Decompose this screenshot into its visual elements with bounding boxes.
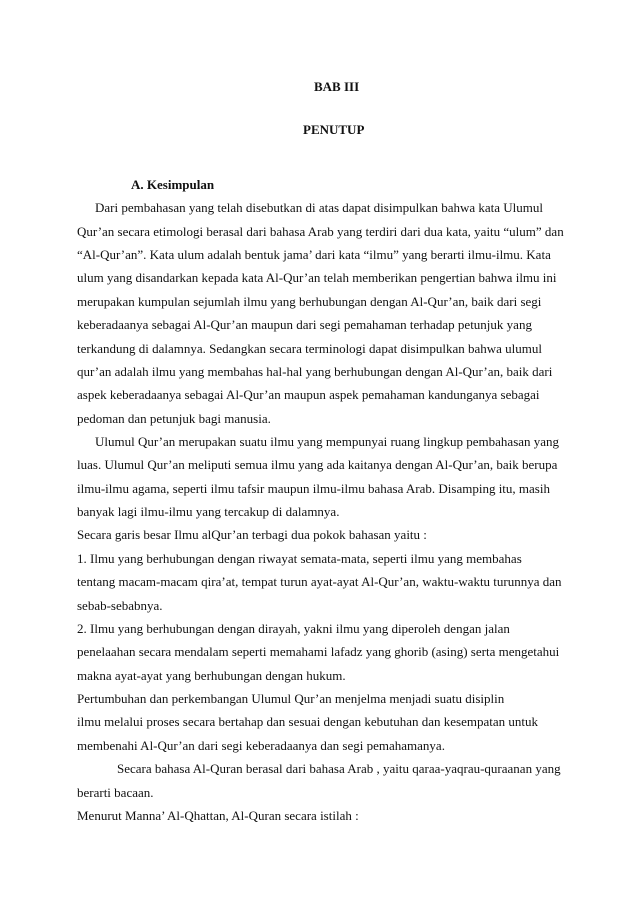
body-line: Pertumbuhan dan perkembangan Ulumul Qur’an menjelma menjadi suatu disiplin (77, 691, 505, 706)
body-line: makna ayat-ayat yang berhubungan dengan hukum. (77, 668, 346, 683)
body-line: qur’an adalah ilmu yang membahas hal-hal yang berhubungan dengan Al-Qur’an, baik dari (77, 364, 553, 379)
body-line: membenahi Al-Qur’an dari segi keberadaanya dan segi pemahamanya. (77, 738, 445, 753)
body-line: “Al-Qur’an”. Kata ulum adalah bentuk jama’ dari kata “ilmu” yang berarti ilmu-ilmu. Kata (77, 247, 551, 262)
body-line: Secara bahasa Al-Quran berasal dari bahasa Arab , yaitu qaraa-yaqrau-quraanan yang (117, 761, 561, 776)
chapter-title: PENUTUP (303, 122, 365, 137)
body-line: aspek keberadaanya sebagai Al-Qur’an maupun aspek pemahaman kandunganya sebagai (77, 387, 540, 402)
body-line: Menurut Manna’ Al-Qhattan, Al-Quran secara istilah : (77, 808, 359, 823)
body-line: Ulumul Qur’an merupakan suatu ilmu yang mempunyai ruang lingkup pembahasan yang (95, 434, 560, 449)
body-line: penelaahan secara mendalam seperti memahami lafadz yang ghorib (asing) serta mengetahui (77, 644, 560, 659)
body-line: ilmu-ilmu agama, seperti ilmu tafsir maupun ilmu-ilmu bahasa Arab. Disamping itu, masih (77, 481, 550, 496)
body-line: terkandung di dalamnya. Sedangkan secara terminologi dapat disimpulkan bahwa ulumul (77, 341, 542, 356)
body-line: sebab-sebabnya. (77, 598, 163, 613)
chapter-heading: BAB III (314, 79, 360, 94)
list-item-1: 1. Ilmu yang berhubungan dengan riwayat semata-mata, seperti ilmu yang membahas (77, 551, 522, 566)
body-line: banyak lagi ilmu-ilmu yang tercakup di dalamnya. (77, 504, 340, 519)
body-line: Dari pembahasan yang telah disebutkan di atas dapat disimpulkan bahwa kata Ulumul (95, 200, 544, 215)
list-item-2: 2. Ilmu yang berhubungan dengan dirayah, yakni ilmu yang diperoleh dengan jalan (77, 621, 510, 636)
body-line: keberadaanya sebagai Al-Qur’an maupun dari segi pemahaman terhadap petunjuk yang (77, 317, 532, 332)
body-line: tentang macam-macam qira’at, tempat turun ayat-ayat Al-Qur’an, waktu-waktu turunnya dan (77, 574, 562, 589)
body-line: Secara garis besar Ilmu alQur’an terbagi dua pokok bahasan yaitu : (77, 527, 427, 542)
body-line: merupakan kumpulan sejumlah ilmu yang berhubungan dengan Al-Qur’an, baik dari segi (77, 294, 542, 309)
body-line: berarti bacaan. (77, 785, 154, 800)
body-line: luas. Ulumul Qur’an meliputi semua ilmu yang ada kaitanya dengan Al-Qur’an, baik berupa (77, 457, 558, 472)
body-line: pedoman dan petunjuk bagi manusia. (77, 411, 271, 426)
body-line: Qur’an secara etimologi berasal dari bahasa Arab yang terdiri dari dua kata, yaitu “ulum” dan (77, 224, 564, 239)
body-line: ulum yang disandarkan kepada kata Al-Qur’an telah memberikan pengertian bahwa ilmu ini (77, 270, 557, 285)
section-heading: A. Kesimpulan (131, 177, 215, 192)
body-line: ilmu melalui proses secara bertahap dan sesuai dengan kebutuhan dan kesempatan untuk (77, 714, 538, 729)
